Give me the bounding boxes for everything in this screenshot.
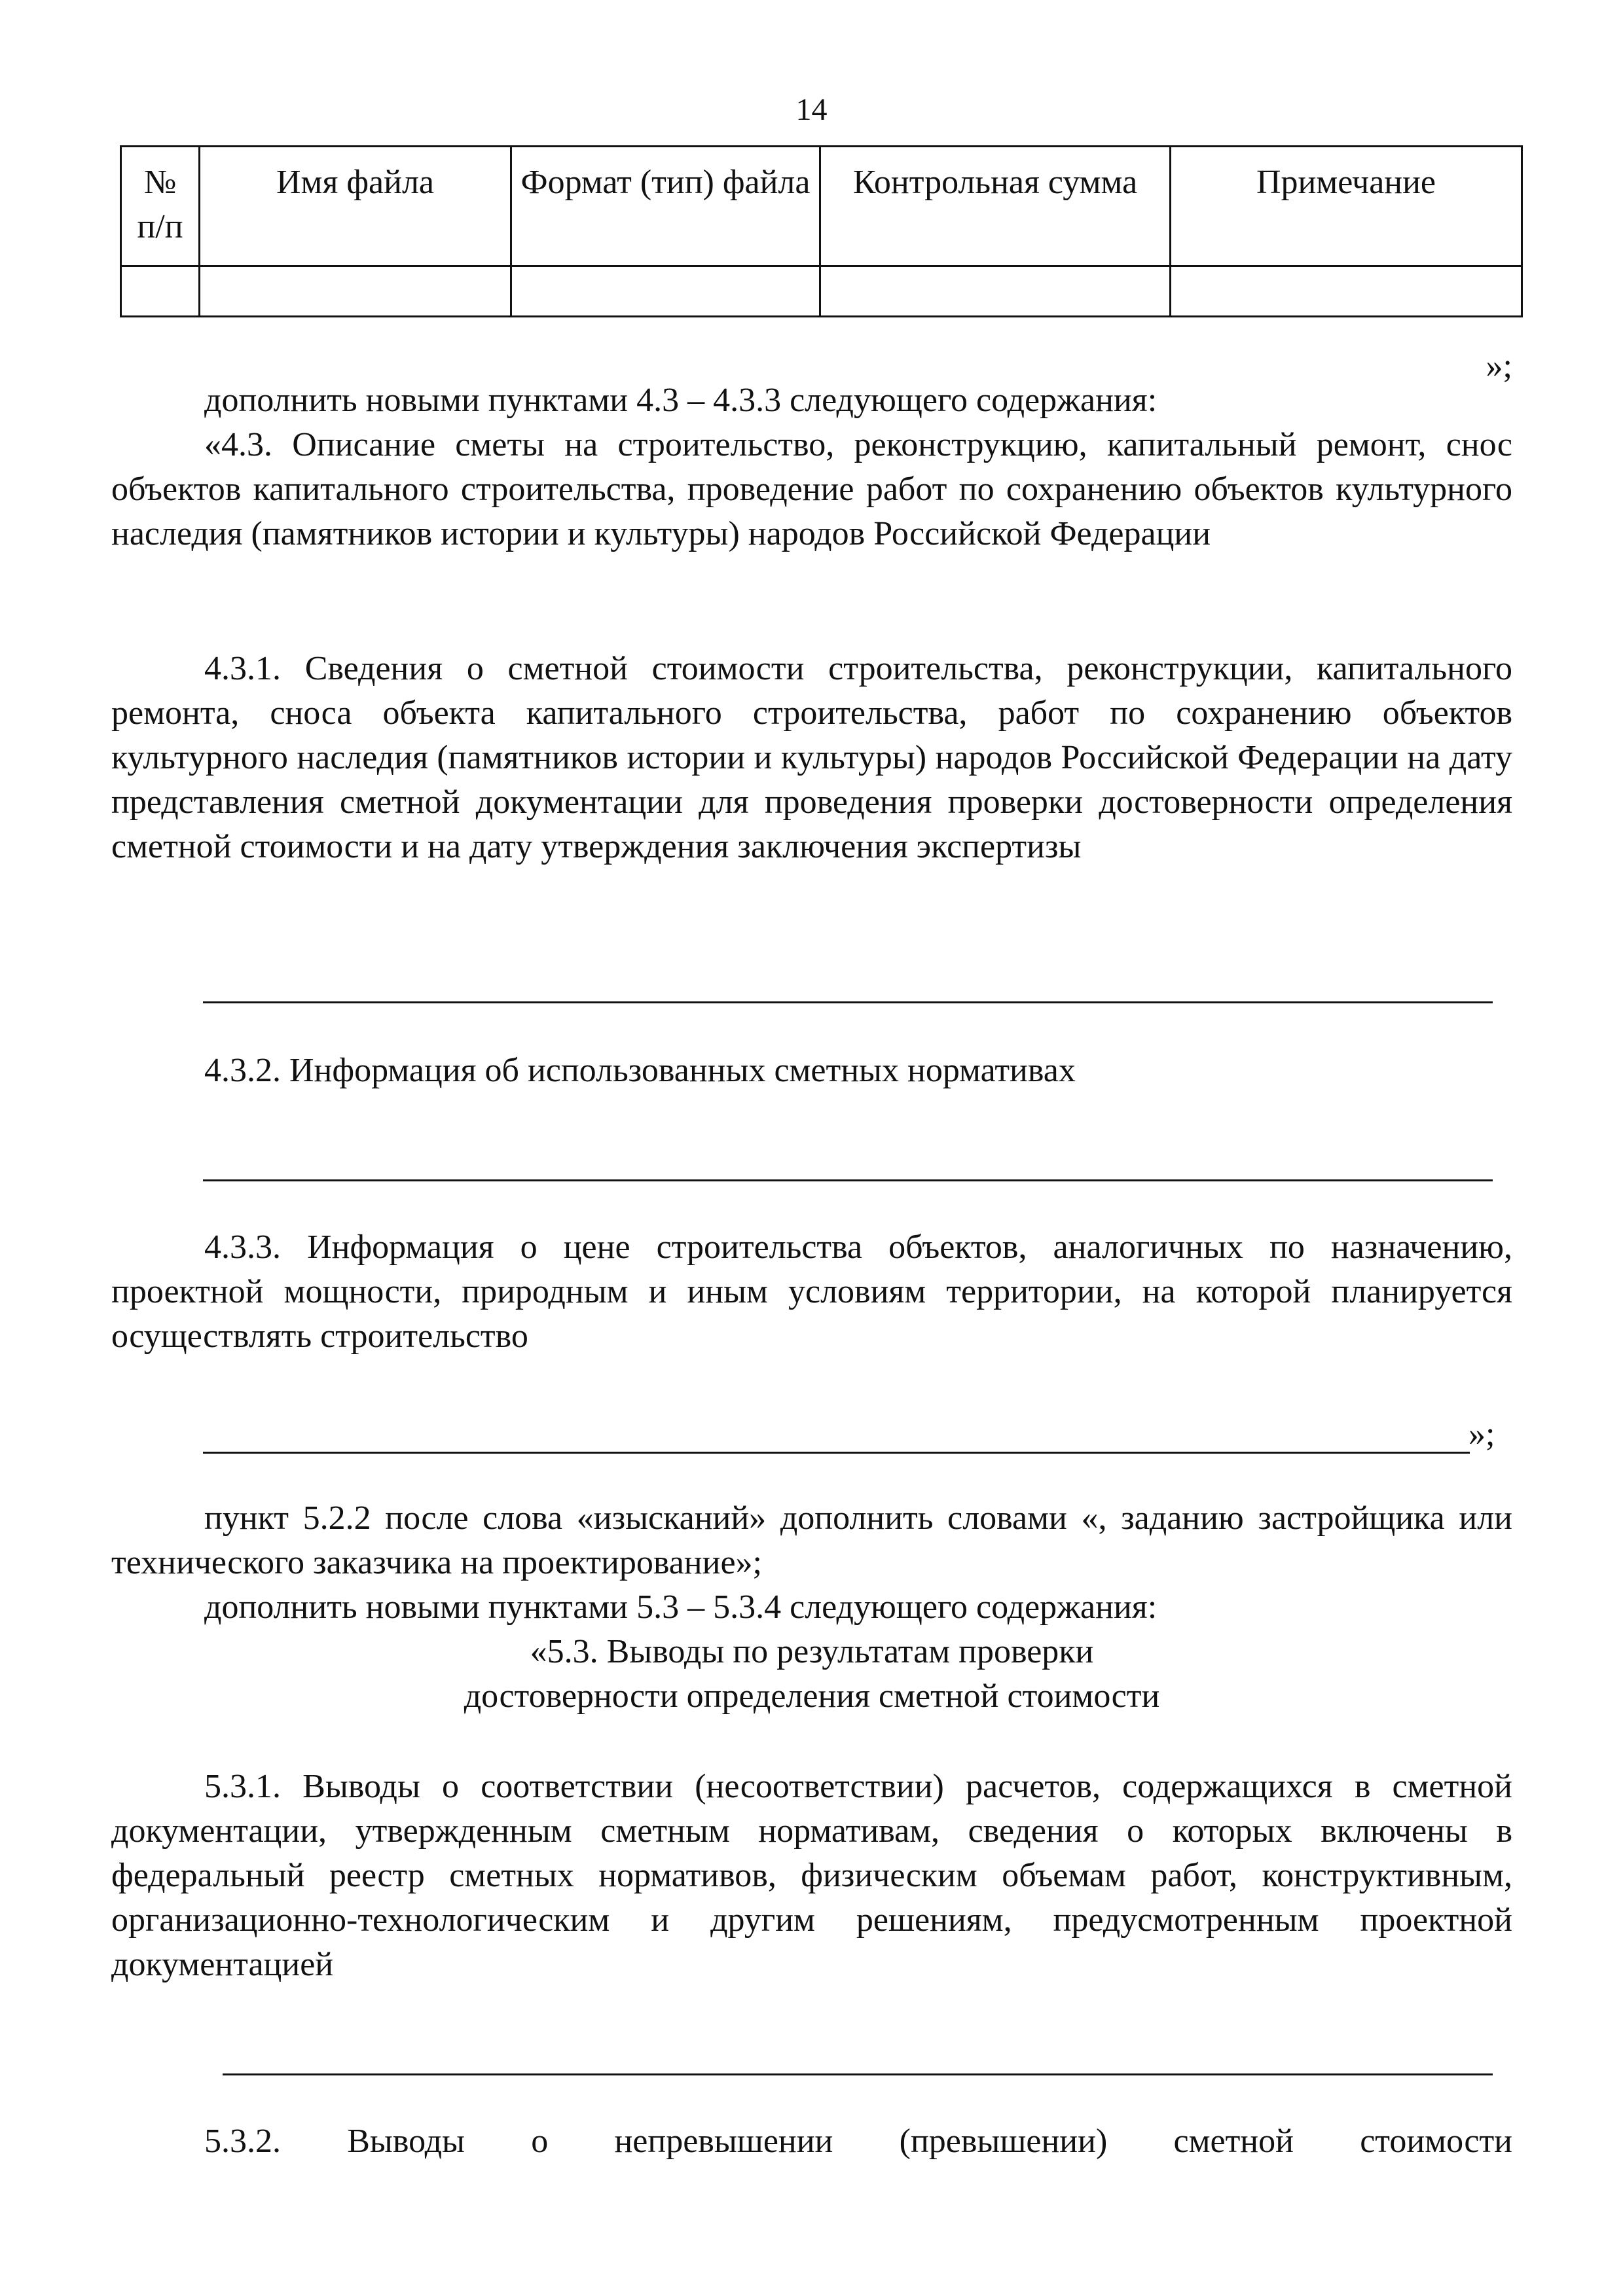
blank-line-4-3-3 xyxy=(203,1452,1470,1454)
paragraph-4-3-3: 4.3.3. Информация о цене строительства объектов, аналогичных по назначению, проектной мощности, природным и иным условиям территории, на которой планируется осуществлять строительство xyxy=(111,1229,1512,1355)
heading-5-3-line-2: достоверности определения сметной стоимости xyxy=(464,1677,1160,1715)
table-header-number: № п/п xyxy=(121,147,200,266)
table-closing-quote: »; xyxy=(1486,348,1512,385)
table-cell xyxy=(820,266,1171,317)
table-header-file-format: Формат (тип) файла xyxy=(511,147,820,266)
table-header-note: Примечание xyxy=(1171,147,1522,266)
table-header-row xyxy=(121,147,1522,266)
paragraph-4-3-1: 4.3.1. Сведения о сметной стоимости строительства, реконструкции, капитального ремонта, сноса объекта капитального строительства, работ по сохранению объектов культурного наследия (памятников истории и культуры) народов Российской Федерации на дату представления сметной документации для проведения проверки достоверности определения сметной стоимости и на дату утверждения заключения экспертизы xyxy=(111,650,1512,865)
table-cell xyxy=(511,266,820,317)
blank-line-5-3-1 xyxy=(223,2073,1493,2075)
paragraph-amend-4-3: дополнить новыми пунктами 4.3 – 4.3.3 следующего содержания: xyxy=(204,382,1158,419)
paragraph-amend-5-3: дополнить новыми пунктами 5.3 – 5.3.4 следующего содержания: xyxy=(204,1588,1158,1626)
blank-line-4-3-1 xyxy=(203,1001,1493,1003)
paragraph-4-3: «4.3. Описание сметы на строительство, реконструкцию, капитальный ремонт, снос объектов капитального строительства, проведение работ по сохранению объектов культурного наследия (памятников истории и культуры) народов Российской Федерации xyxy=(111,426,1512,552)
file-table xyxy=(120,145,1523,317)
table-cell xyxy=(121,266,200,317)
table-row xyxy=(121,266,1522,317)
paragraph-5-3-1: 5.3.1. Выводы о соответствии (несоответствии) расчетов, содержащихся в сметной документации, утвержденным сметным нормативам, сведения о которых включены в федеральный реестр сметных нормативов, физическим объемам работ, конструктивным, организационно-технологическим и другим решениям, предусмотренным проектной документацией xyxy=(111,1768,1512,1983)
paragraph-5-3-2: 5.3.2. Выводы о непревышении (превышении) сметной стоимости xyxy=(204,2123,1512,2160)
paragraph-4-3-2: 4.3.2. Информация об использованных сметных нормативах xyxy=(204,1052,1076,1089)
table-header-file-name: Имя файла xyxy=(200,147,511,266)
table-cell xyxy=(200,266,511,317)
table-header-checksum: Контрольная сумма xyxy=(820,147,1171,266)
page-number: 14 xyxy=(795,92,828,127)
table-cell xyxy=(1171,266,1522,317)
heading-5-3-line-1: «5.3. Выводы по результатам проверки xyxy=(530,1633,1094,1670)
paragraph-5-2-2: пункт 5.2.2 после слова «изысканий» дополнить словами «, заданию застройщика или технического заказчика на проектирование»; xyxy=(111,1499,1512,1581)
closing-quote-4-3-3: »; xyxy=(1468,1416,1495,1453)
blank-line-4-3-2 xyxy=(203,1179,1493,1181)
